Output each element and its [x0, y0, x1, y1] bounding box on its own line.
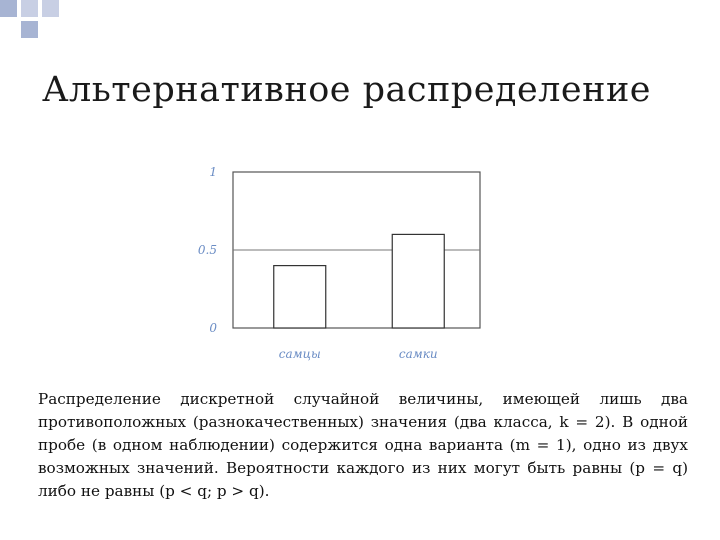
x-tick-label: самки [398, 347, 438, 361]
chart-bars [274, 234, 445, 328]
bar-2 [392, 234, 444, 328]
deco-square [42, 0, 59, 17]
x-tick-label: самцы [278, 347, 321, 361]
y-tick-label: 1 [209, 165, 217, 179]
description-paragraph: Распределение дискретной случайной величины, имеющей лишь два противоположных (разнокачественных) значения (два класса, k = 2). В одной пробе (в одном наблюдении) содержится одна варианта (m = 1), одно из двух возможных значений. Вероятности каждого из них могут быть равны (p = q) либо не равны (p < q; p > q). [38, 390, 688, 500]
y-tick-label: 0 [209, 321, 217, 335]
x-tick-labels [279, 347, 438, 361]
deco-square [21, 21, 38, 38]
bar-chart [180, 155, 520, 370]
bar-1 [274, 266, 326, 328]
slide-title: Альтернативное распределение [42, 70, 651, 110]
deco-square [21, 0, 38, 17]
decorative-squares [0, 0, 60, 44]
deco-square [0, 0, 17, 17]
y-tick-labels [198, 165, 217, 335]
y-tick-label: 0.5 [197, 243, 217, 257]
